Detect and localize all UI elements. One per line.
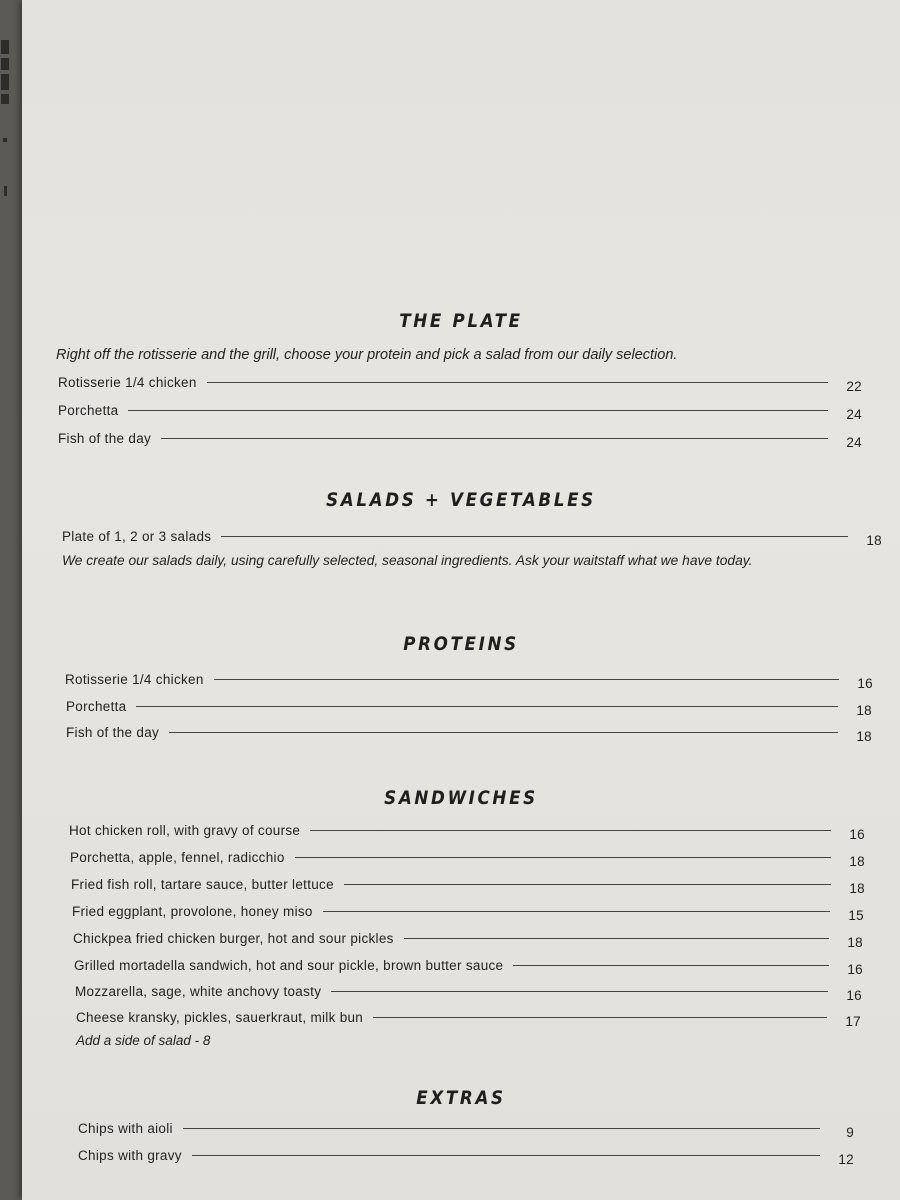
item-name: Fish of the day xyxy=(58,431,152,446)
adjacent-page-edge xyxy=(0,40,10,196)
item-price: 24 xyxy=(846,435,862,450)
dotted-leader xyxy=(310,830,831,831)
item-price: 16 xyxy=(846,988,862,1003)
item-price: 18 xyxy=(849,854,865,869)
dotted-leader xyxy=(404,938,829,939)
section-title-the-plate: THE PLATE xyxy=(399,310,523,332)
menu-item xyxy=(70,843,865,869)
section-title-sandwiches: SANDWICHES xyxy=(384,787,538,809)
plate-description: Right off the rotisserie and the grill, choose your protein and pick a salad from our daily selection. xyxy=(56,347,678,363)
dotted-leader xyxy=(136,706,838,707)
menu-item xyxy=(62,522,882,548)
menu-item xyxy=(78,1141,854,1167)
item-name: Rotisserie 1/4 chicken xyxy=(65,672,204,687)
dotted-leader xyxy=(221,536,848,537)
dotted-leader xyxy=(169,732,838,733)
item-name: Fried fish roll, tartare sauce, butter lettuce xyxy=(71,877,334,892)
dotted-leader xyxy=(344,884,831,885)
item-price: 9 xyxy=(846,1125,854,1140)
menu-item xyxy=(65,665,873,691)
item-name: Fish of the day xyxy=(66,725,160,740)
salad-side-note: Add a side of salad - 8 xyxy=(76,1033,211,1048)
menu-item xyxy=(66,718,872,744)
dotted-leader xyxy=(128,410,828,411)
menu-item xyxy=(71,870,865,896)
dotted-leader xyxy=(513,965,829,966)
dotted-leader xyxy=(183,1128,820,1129)
dotted-leader xyxy=(373,1017,827,1018)
item-name: Fried eggplant, provolone, honey miso xyxy=(72,904,313,919)
menu-item xyxy=(78,1114,854,1140)
item-price: 16 xyxy=(857,676,873,691)
section-title-proteins: PROTEINS xyxy=(403,633,519,655)
dotted-leader xyxy=(331,991,828,992)
item-name: Chips with aioli xyxy=(78,1121,173,1136)
section-title-extras: EXTRAS xyxy=(416,1087,506,1109)
salads-description: We create our salads daily, using carefully selected, seasonal ingredients. Ask your waitstaff what we have today. xyxy=(62,553,753,568)
item-name: Grilled mortadella sandwich, hot and sour pickle, brown butter sauce xyxy=(74,958,504,973)
menu-content xyxy=(22,0,900,1200)
item-name: Mozzarella, sage, white anchovy toasty xyxy=(75,984,322,999)
menu-item xyxy=(75,977,862,1003)
dotted-leader xyxy=(214,679,839,680)
item-price: 18 xyxy=(856,729,872,744)
item-name: Porchetta xyxy=(66,699,127,714)
item-name: Porchetta, apple, fennel, radicchio xyxy=(70,850,285,865)
menu-item xyxy=(66,692,872,718)
menu-item xyxy=(76,1003,861,1029)
item-name: Chips with gravy xyxy=(78,1148,182,1163)
dotted-leader xyxy=(295,857,831,858)
item-price: 18 xyxy=(847,935,863,950)
item-price: 12 xyxy=(838,1152,854,1167)
item-name: Hot chicken roll, with gravy of course xyxy=(69,823,301,838)
dotted-leader xyxy=(323,911,830,912)
menu-page xyxy=(22,0,900,1200)
item-price: 24 xyxy=(846,407,862,422)
dotted-leader xyxy=(192,1155,820,1156)
menu-item xyxy=(73,924,863,950)
menu-item xyxy=(74,951,863,977)
item-name: Chickpea fried chicken burger, hot and sour pickles xyxy=(73,931,394,946)
item-price: 16 xyxy=(849,827,865,842)
dotted-leader xyxy=(207,382,828,383)
menu-item xyxy=(58,368,862,394)
menu-item xyxy=(58,396,862,422)
item-name: Rotisserie 1/4 chicken xyxy=(58,375,197,390)
item-price: 15 xyxy=(848,908,864,923)
item-name: Porchetta xyxy=(58,403,119,418)
menu-item xyxy=(69,816,865,842)
section-title-salads-vegetables: SALADS + VEGETABLES xyxy=(326,489,596,511)
item-price: 16 xyxy=(847,962,863,977)
dotted-leader xyxy=(161,438,828,439)
item-price: 22 xyxy=(846,379,862,394)
item-price: 18 xyxy=(856,703,872,718)
item-name: Plate of 1, 2 or 3 salads xyxy=(62,529,212,544)
item-price: 17 xyxy=(845,1014,861,1029)
item-name: Cheese kransky, pickles, sauerkraut, milk bun xyxy=(76,1010,364,1025)
item-price: 18 xyxy=(866,533,882,548)
menu-item xyxy=(72,897,864,923)
item-price: 18 xyxy=(849,881,865,896)
menu-item xyxy=(58,424,862,450)
